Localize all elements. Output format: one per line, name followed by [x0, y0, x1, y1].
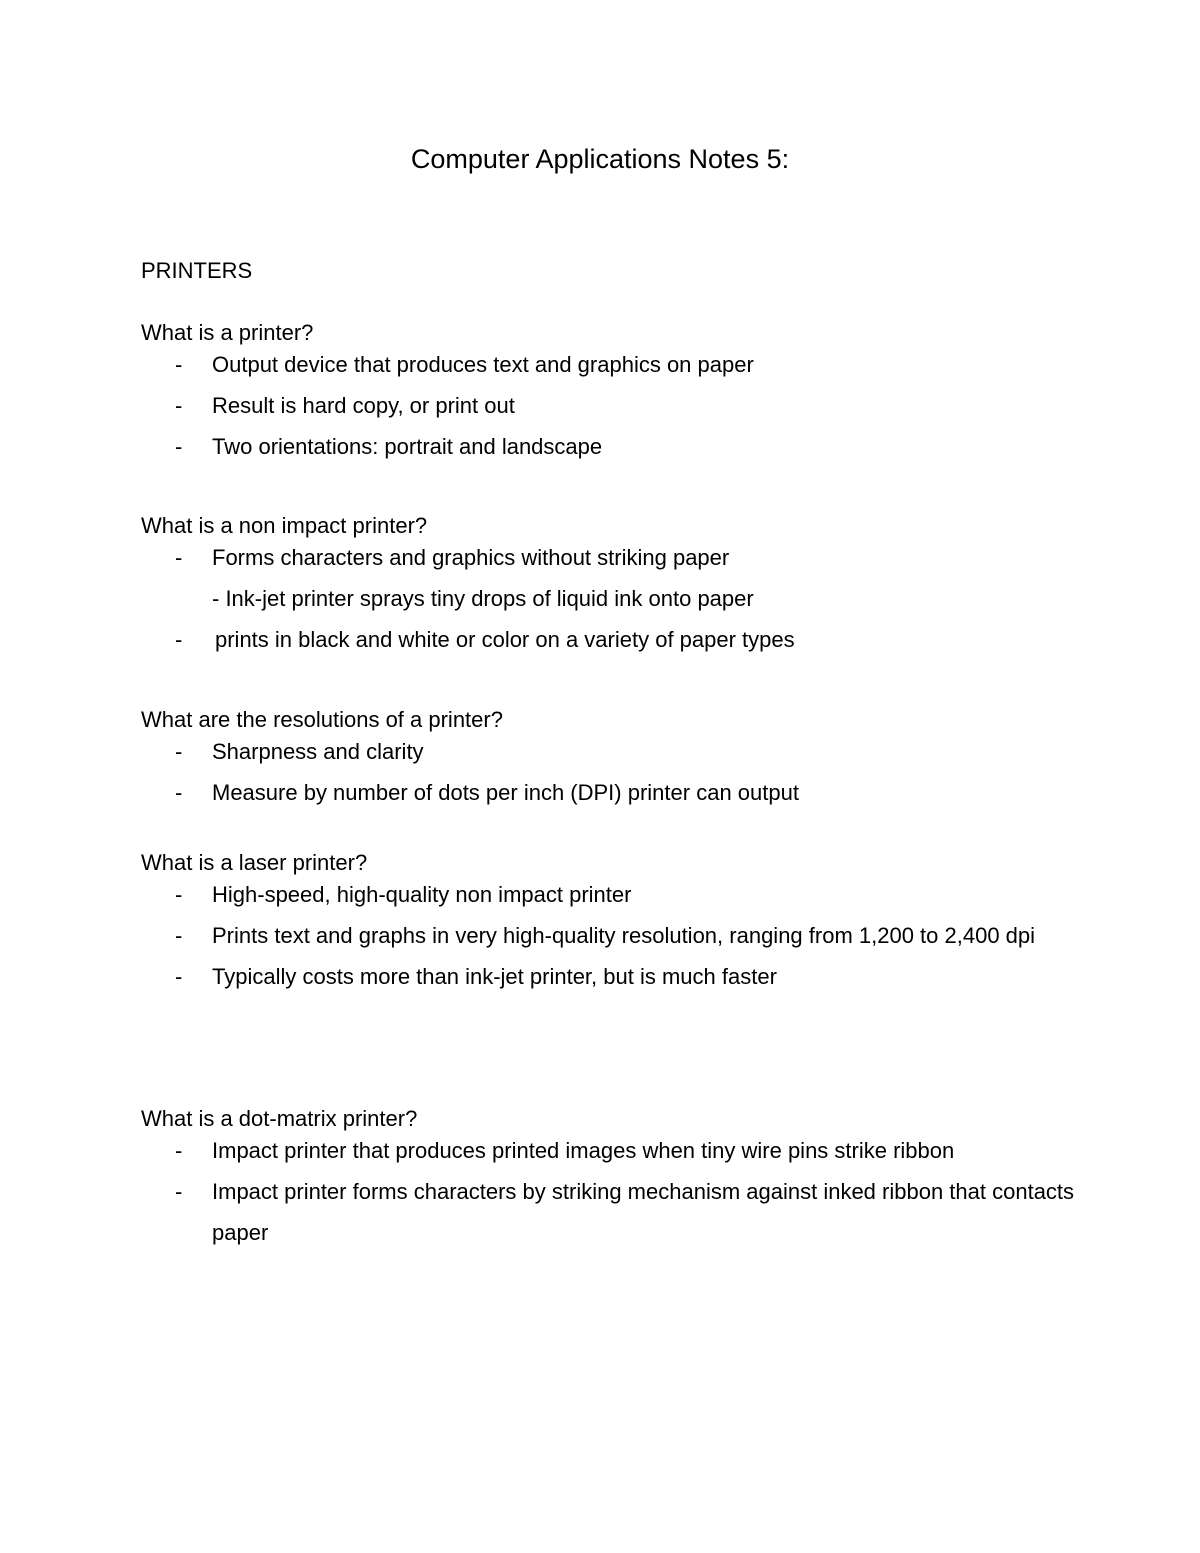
- dash-marker: -: [175, 545, 183, 570]
- bullet-item: [141, 344, 1101, 385]
- bullet-item: [141, 1171, 1101, 1253]
- dash-marker: -: [175, 1179, 183, 1204]
- bullet-text: Typically costs more than ink-jet printer, but is much faster: [212, 964, 777, 989]
- bullet-text: Result is hard copy, or print out: [212, 393, 515, 418]
- bullet-text: prints in black and white or color on a variety of paper types: [215, 627, 795, 652]
- bullet-text: Forms characters and graphics without striking paper: [212, 545, 730, 570]
- bullet-item: [141, 731, 1101, 772]
- bullet-item: [141, 915, 1101, 956]
- bullet-text: Impact printer that produces printed images when tiny wire pins strike ribbon: [212, 1138, 955, 1163]
- bullet-text: High-speed, high-quality non impact printer: [212, 882, 632, 907]
- bullet-text: Sharpness and clarity: [212, 739, 424, 764]
- bullet-text: Measure by number of dots per inch (DPI) printer can output: [212, 780, 799, 805]
- bullet-text: Prints text and graphs in very high-quality resolution, ranging from 1,200 to 2,400 dpi: [212, 923, 1036, 948]
- dash-marker: -: [175, 627, 183, 652]
- question-heading: What is a dot-matrix printer?: [141, 1106, 418, 1131]
- bullet-item: [141, 1130, 1101, 1171]
- question-heading: What is a printer?: [141, 320, 314, 345]
- sub-bullet-item: - Ink-jet printer sprays tiny drops of liquid ink onto paper: [212, 586, 754, 611]
- qa-block-resolutions: [141, 705, 1101, 813]
- bullet-text: Impact printer forms characters by striking mechanism against inked ribbon that contacts paper: [212, 1179, 1075, 1245]
- dash-marker: -: [175, 1138, 183, 1163]
- bullet-item: [141, 874, 1101, 915]
- page-title: Computer Applications Notes 5:: [410, 144, 790, 174]
- bullet-item: [141, 537, 1101, 578]
- bullet-item: [141, 426, 1101, 467]
- question-heading: What is a laser printer?: [141, 850, 368, 875]
- dash-marker: -: [175, 923, 183, 948]
- dash-marker: -: [175, 393, 183, 418]
- bullet-text: Output device that produces text and graphics on paper: [212, 352, 754, 377]
- dash-marker: -: [175, 434, 183, 459]
- dash-marker: -: [175, 964, 183, 989]
- question-heading: What are the resolutions of a printer?: [141, 707, 503, 732]
- bullet-item: [141, 956, 1101, 997]
- bullet-text: Two orientations: portrait and landscape: [212, 434, 603, 459]
- dash-marker: -: [175, 780, 183, 805]
- qa-block-non-impact: [141, 511, 1101, 660]
- qa-block-printer: [141, 318, 1101, 467]
- bullet-item: [141, 385, 1101, 426]
- section-heading: PRINTERS: [141, 258, 253, 283]
- question-heading: What is a non impact printer?: [141, 513, 428, 538]
- dash-marker: -: [175, 882, 183, 907]
- qa-block-dot-matrix: [141, 1104, 1101, 1253]
- bullet-item: [141, 772, 1101, 813]
- dash-marker: -: [175, 352, 183, 377]
- bullet-item: [141, 619, 1101, 660]
- qa-block-laser: [141, 848, 1101, 997]
- dash-marker: -: [175, 739, 183, 764]
